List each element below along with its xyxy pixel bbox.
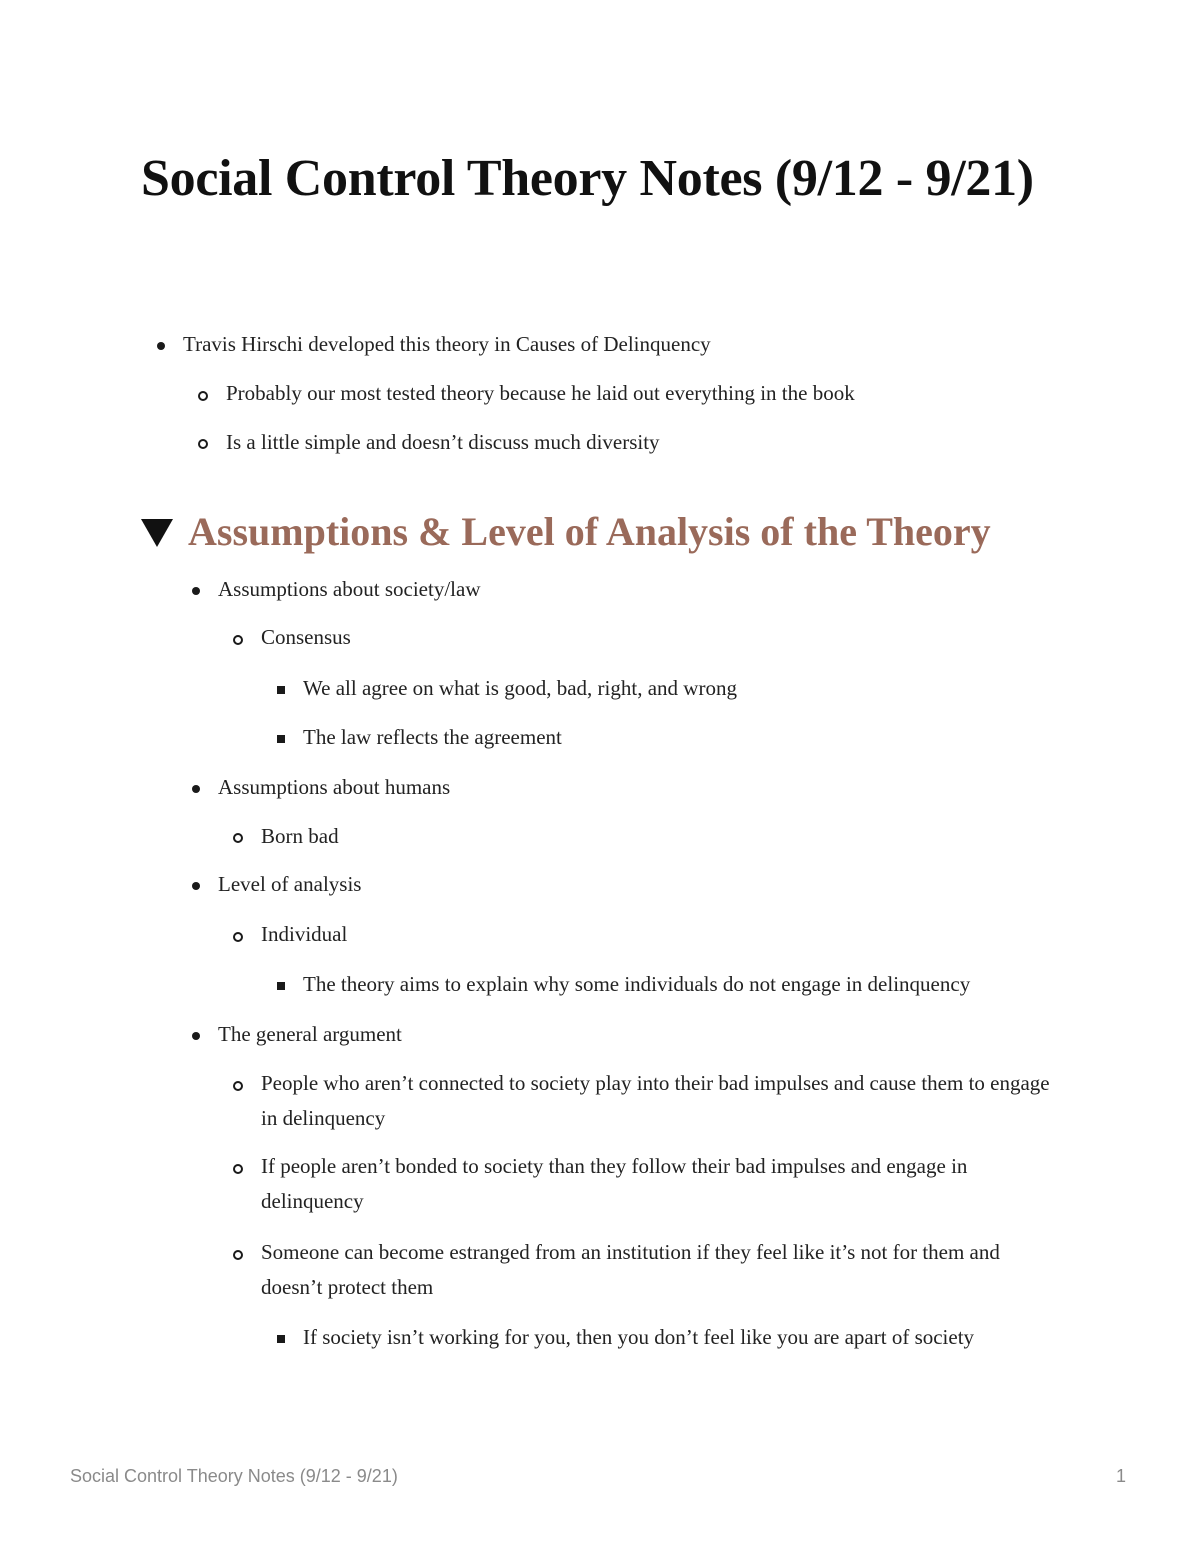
bullet-circle [233, 932, 243, 942]
bullet-disc [192, 785, 200, 793]
list-item: The law reflects the agreement [303, 725, 562, 749]
bullet-circle [198, 439, 208, 449]
list-item: We all agree on what is good, bad, right, and wrong [303, 676, 737, 700]
bullet-disc [157, 342, 165, 350]
toggle-section-header[interactable] [141, 505, 1141, 561]
list-item: Assumptions about society/law [218, 577, 481, 601]
list-item: Consensus [261, 625, 351, 649]
bullet-square [277, 982, 285, 990]
list-item: Individual [261, 922, 348, 946]
list-item: Is a little simple and doesn’t discuss much diversity [226, 430, 660, 454]
page-number: 1 [1116, 1466, 1127, 1486]
list-item: Travis Hirschi developed this theory in Causes of Delinquency [183, 332, 711, 356]
list-item: If society isn’t working for you, then you don’t feel like you are apart of society [303, 1325, 975, 1349]
list-item: The general argument [218, 1022, 402, 1046]
list-item: Probably our most tested theory because he laid out everything in the book [226, 381, 855, 405]
bullet-disc [192, 882, 200, 890]
bullet-circle [233, 1081, 243, 1091]
bullet-circle [233, 1164, 243, 1174]
list-item: Someone can become estranged from an institution if they feel like it’s not for them and doesn’t protect them [261, 1240, 1000, 1299]
list-item: The theory aims to explain why some individuals do not engage in delinquency [303, 972, 971, 996]
bullet-circle [233, 833, 243, 843]
list-item: People who aren’t connected to society play into their bad impulses and cause them to engage in delinquency [261, 1071, 1050, 1130]
bullet-circle [233, 1250, 243, 1260]
page-title: Social Control Theory Notes (9/12 - 9/21) [141, 150, 1034, 207]
bullet-square [277, 686, 285, 694]
bullet-disc [192, 587, 200, 595]
list-item: Born bad [261, 824, 339, 848]
footer-title: Social Control Theory Notes (9/12 - 9/21) [70, 1466, 398, 1486]
bullet-disc [192, 1032, 200, 1040]
bullet-circle [198, 391, 208, 401]
triangle-down-icon[interactable] [141, 519, 173, 547]
section-heading: Assumptions & Level of Analysis of the Theory [188, 509, 991, 554]
bullet-circle [233, 635, 243, 645]
bullet-square [277, 735, 285, 743]
list-item: Level of analysis [218, 872, 362, 896]
bullet-square [277, 1335, 285, 1343]
list-item: If people aren’t bonded to society than they follow their bad impulses and engage in delinquency [261, 1154, 968, 1213]
list-item: Assumptions about humans [218, 775, 451, 799]
